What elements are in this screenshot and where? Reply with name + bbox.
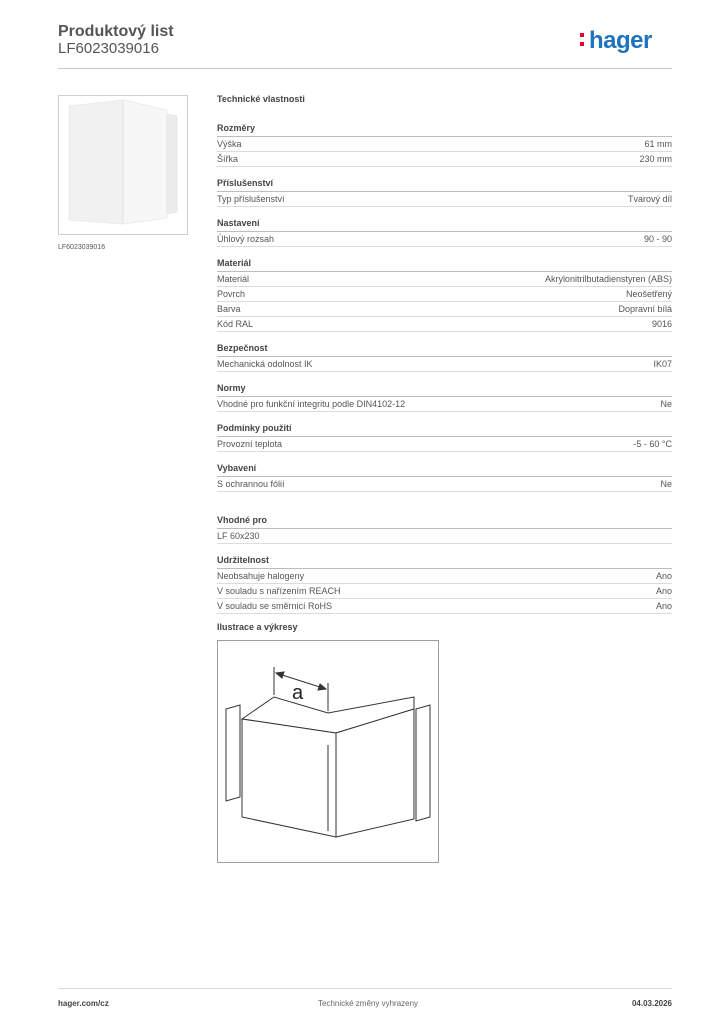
spec-value: Ano [655, 571, 672, 581]
spec-label: Kód RAL [217, 319, 254, 329]
spec-row [217, 287, 672, 302]
photo-caption: LF6023039016 [58, 244, 106, 251]
spec-label: Povrch [217, 289, 246, 299]
spec-row [217, 152, 672, 167]
spec-row [217, 302, 672, 317]
product-code: LF6023039016 [58, 40, 159, 57]
spec-label: Vhodné pro funkční integritu podle DIN4102-12 [217, 399, 406, 409]
spec-value: IK07 [653, 359, 672, 369]
spec-group-title: Udržitelnost [217, 554, 672, 569]
spec-value: 230 mm [639, 154, 672, 164]
spec-value: 9016 [651, 319, 672, 329]
spec-row [217, 232, 672, 247]
spec-row [217, 599, 672, 614]
spec-label: S ochrannou fólií [217, 479, 285, 489]
spec-label: Provozní teplota [217, 439, 283, 449]
spec-value: Ano [655, 586, 672, 596]
spec-value: 61 mm [644, 139, 672, 149]
spec-group-title: Vhodné pro [217, 514, 672, 529]
spec-group [217, 514, 672, 544]
spec-label: Šířka [217, 154, 239, 164]
spec-value: Akrylonitrilbutadienstyren (ABS) [544, 274, 672, 284]
spec-group [217, 462, 672, 492]
spec-label: V souladu se směrnicí RoHS [217, 601, 333, 611]
spec-row [217, 477, 672, 492]
hager-logo [589, 27, 652, 57]
spec-label: Barva [217, 304, 241, 314]
spec-value: 90 - 90 [643, 234, 672, 244]
spec-group [217, 177, 672, 207]
spec-group [217, 382, 672, 412]
illustration-title: Ilustrace a výkresy [217, 622, 298, 632]
spec-label: Výška [217, 139, 242, 149]
spec-group-title: Materiál [217, 257, 672, 272]
corner-drawing [218, 641, 438, 862]
spec-groups [217, 122, 672, 614]
spec-group-title: Podmínky použití [217, 422, 672, 437]
spec-group [217, 257, 672, 332]
logo-colon-icon [580, 33, 585, 51]
spec-group-title: Nastavení [217, 217, 672, 232]
product-photo [58, 95, 188, 235]
spec-group-title: Vybavení [217, 462, 672, 477]
spec-label: LF 60x230 [217, 531, 260, 541]
spec-value: Ne [660, 479, 672, 489]
technical-specs [217, 94, 672, 624]
dimension-label: a [292, 682, 304, 704]
spec-group-title: Bezpečnost [217, 342, 672, 357]
spec-value: -5 - 60 °C [633, 439, 672, 449]
spec-group-title: Rozměry [217, 122, 672, 137]
footer-divider [58, 988, 672, 989]
spec-group [217, 217, 672, 247]
spec-value: Tvarový díl [627, 194, 672, 204]
specs-heading: Technické vlastnosti [217, 94, 305, 104]
corner-piece-photo [59, 96, 187, 234]
spec-value: Dopravní bílá [618, 304, 672, 314]
spec-label: Neobsahuje halogeny [217, 571, 305, 581]
spec-group-title: Příslušenství [217, 177, 672, 192]
spec-row [217, 272, 672, 287]
spec-value: Neošetřený [625, 289, 672, 299]
spec-label: Mechanická odolnost IK [217, 359, 313, 369]
spec-value: Ne [660, 399, 672, 409]
spec-row [217, 569, 672, 584]
spec-group [217, 554, 672, 614]
spec-group-title: Normy [217, 382, 672, 397]
spec-group [217, 342, 672, 372]
spec-row [217, 529, 672, 544]
spec-label: Materiál [217, 274, 250, 284]
spec-row [217, 317, 672, 332]
technical-drawing [217, 640, 439, 863]
footer-note: Technické změny vyhrazeny [318, 999, 419, 1008]
logo-text: hager [589, 27, 652, 54]
footer-date: 04.03.2026 [631, 999, 672, 1008]
spec-row [217, 397, 672, 412]
spec-group [217, 122, 672, 167]
document-title: Produktový list [58, 23, 174, 40]
header-divider [58, 68, 672, 69]
spec-row [217, 137, 672, 152]
spec-label: V souladu s nařízením REACH [217, 586, 341, 596]
spec-row [217, 437, 672, 452]
spec-row [217, 357, 672, 372]
spec-value: Ano [655, 601, 672, 611]
spec-row [217, 584, 672, 599]
footer-website[interactable]: hager.com/cz [58, 999, 109, 1008]
spec-group [217, 422, 672, 452]
spec-label: Typ příslušenství [217, 194, 285, 204]
spec-label: Úhlový rozsah [217, 234, 275, 244]
spec-row [217, 192, 672, 207]
